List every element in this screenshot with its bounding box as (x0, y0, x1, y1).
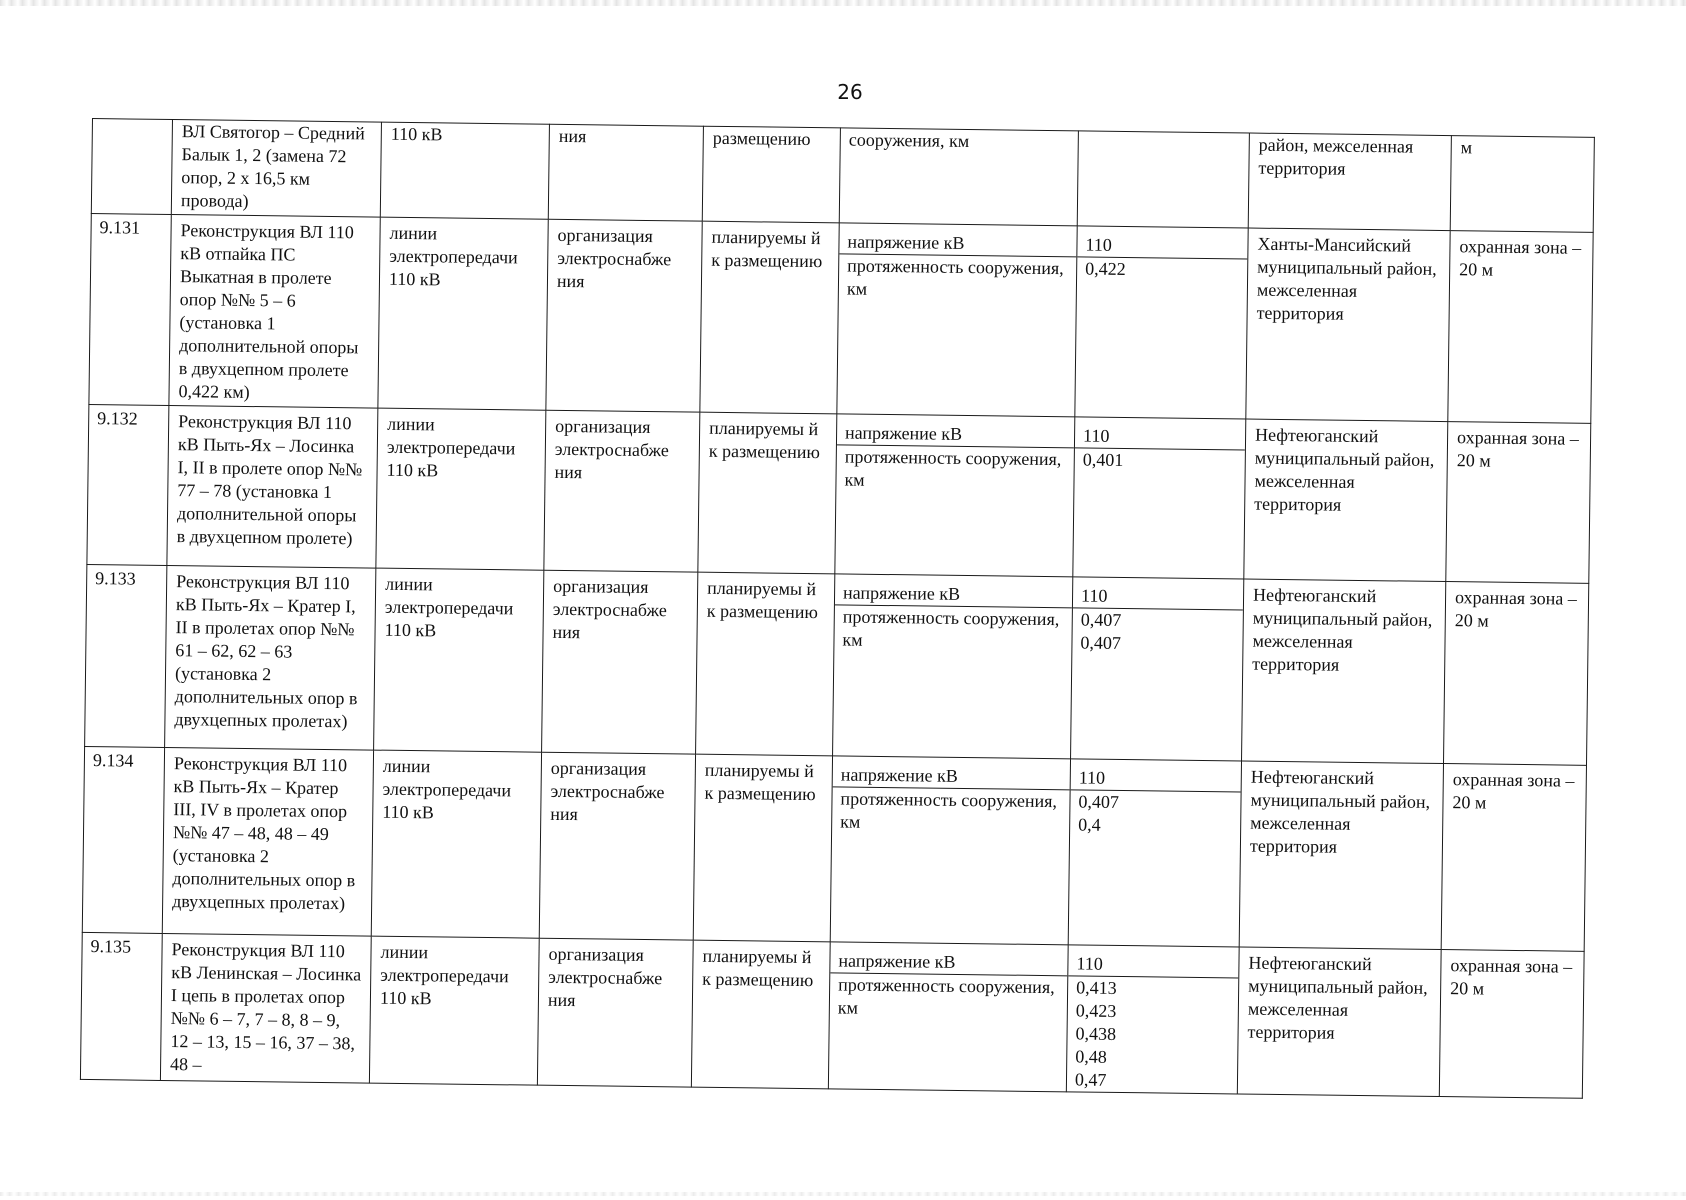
object-name-cell: Реконструкция ВЛ 110 кВ Пыть-Ях – Кратер I, II в пролетах опор №№ 61 – 62, 62 – 63 (установка 2 дополнительных опор в двухцепных пролетах) (165, 565, 376, 750)
object-status-cell: размещению (702, 126, 840, 223)
object-type-cell: линии электропередачи 110 кВ (374, 568, 544, 752)
param-values-cell (1068, 759, 1241, 947)
param-name: протяженность сооружения, км (844, 446, 1062, 490)
row-number-cell: 9.133 (85, 564, 167, 747)
object-type-cell: 110 кВ (380, 122, 549, 219)
param-name: сооружения, км (848, 129, 970, 152)
param-name: протяженность сооружения, км (846, 255, 1064, 299)
param-names-cell (828, 942, 1068, 1092)
zone-cell: м (1450, 136, 1594, 233)
param-values-cell (1075, 226, 1248, 419)
param-value: 0,401 (1082, 449, 1124, 470)
table-row (80, 932, 1584, 1098)
param-values-cell (1077, 131, 1249, 228)
zone-cell: охранная зона – 20 м (1443, 582, 1588, 766)
location-cell: Ханты-Мансийский муниципальный район, межселенная территория (1246, 228, 1450, 422)
row-number-cell: 9.131 (89, 213, 171, 405)
objects-table (80, 118, 1595, 1099)
object-name-cell: Реконструкция ВЛ 110 кВ отпайка ПС Выкатная в пролете опор №№ 5 – 6 (установка 1 дополнительной опоры в двухцепном пролете 0,422 км) (169, 215, 380, 409)
scan-edge-top (0, 0, 1686, 6)
table-row (87, 404, 1591, 583)
object-purpose-cell: организация электроснабже ния (546, 219, 702, 412)
param-names-cell (830, 756, 1070, 945)
zone-cell: охранная зона – 20 м (1439, 950, 1584, 1099)
document-page (80, 118, 1594, 1099)
table-row (91, 119, 1594, 233)
param-names-cell (839, 128, 1078, 226)
param-names-cell (837, 223, 1077, 417)
row-number-cell: 9.134 (82, 746, 164, 933)
zone-cell: охранная зона – 20 м (1448, 231, 1593, 424)
object-name-cell: Реконструкция ВЛ 110 кВ Пыть-Ях – Кратер III, IV в пролетах опор №№ 47 – 48, 48 – 49 (установка 2 дополнительных опор в двухцепных пролетах) (162, 747, 373, 936)
object-type-cell: линии электропередачи 110 кВ (376, 408, 546, 570)
param-value: 110 (1073, 584, 1243, 610)
object-purpose-cell: ния (548, 124, 703, 221)
param-value: 0,422 (1085, 258, 1126, 280)
param-name: протяженность сооружения, км (840, 788, 1058, 832)
object-status-cell: планируемы й к размещению (693, 754, 832, 942)
param-value: 0,407 0,407 (1080, 609, 1122, 653)
param-value: 0,413 0,423 0,438 0,48 0,47 (1074, 977, 1117, 1090)
param-value: 110 (1071, 766, 1241, 792)
object-status-cell: планируемы й к размещению (696, 572, 835, 756)
param-values-cell (1071, 577, 1244, 761)
object-name-cell: ВЛ Святогор – Средний Балык 1, 2 (замена 72 опор, 2 х 16,5 км провода) (171, 120, 381, 218)
param-value: 110 (1075, 424, 1245, 450)
zone-cell: охранная зона – 20 м (1446, 422, 1591, 584)
object-name-cell: Реконструкция ВЛ 110 кВ Ленинская – Лосинка I цепь в пролетах опор №№ 6 – 7, 7 – 8, 8 – 9, 12 – 13, 15 – 16, 37 – 38, 48 – (160, 933, 371, 1083)
param-name: напряжение кВ (833, 763, 1070, 790)
table-row (85, 564, 1589, 765)
param-values-cell (1066, 945, 1239, 1094)
param-name: протяженность сооружения, км (837, 974, 1055, 1018)
object-name-cell: Реконструкция ВЛ 110 кВ Пыть-Ях – Лосинка I, II в пролете опор №№ 77 – 78 (установка 1 дополнительной опоры в двухцепном пролете) (167, 405, 378, 568)
row-number-cell: 9.132 (87, 404, 169, 565)
page-number: 26 (837, 80, 863, 104)
param-name: протяженность сооружения, км (842, 606, 1060, 650)
location-cell: Нефтеюганский муниципальный район, межселенная территория (1244, 419, 1448, 582)
param-value (1079, 131, 1249, 133)
object-type-cell: линии электропередачи 110 кВ (369, 936, 539, 1085)
param-values-cell (1073, 417, 1246, 579)
row-number-cell (91, 119, 172, 215)
location-cell: Нефтеюганский муниципальный район, межселенная территория (1242, 579, 1446, 764)
object-status-cell: планируемы й к размещению (698, 412, 837, 574)
object-purpose-cell: организация электроснабже ния (539, 752, 695, 940)
location-cell: Нефтеюганский муниципальный район, межселенная территория (1239, 761, 1443, 950)
table-row (82, 746, 1586, 951)
location-cell: район, межселенная территория (1248, 133, 1451, 231)
param-name: напряжение кВ (839, 230, 1076, 257)
object-status-cell: планируемы й к размещению (691, 940, 830, 1089)
location-cell: Нефтеюганский муниципальный район, межселенная территория (1237, 947, 1441, 1097)
param-value: 110 (1068, 952, 1238, 978)
zone-cell: охранная зона – 20 м (1441, 764, 1586, 952)
param-value: 110 (1077, 233, 1247, 259)
object-type-cell: линии электропередачи 110 кВ (371, 750, 541, 938)
scan-edge-bottom (0, 1192, 1686, 1196)
object-purpose-cell: организация электроснабже ния (542, 570, 698, 754)
param-names-cell (833, 574, 1073, 759)
param-names-cell (835, 414, 1075, 577)
object-purpose-cell: организация электроснабже ния (544, 410, 700, 572)
param-name: напряжение кВ (837, 421, 1074, 448)
param-value: 0,407 0,4 (1078, 791, 1120, 835)
object-type-cell: линии электропередачи 110 кВ (378, 217, 548, 410)
object-purpose-cell: организация электроснабже ния (537, 938, 693, 1087)
row-number-cell: 9.135 (80, 932, 162, 1080)
param-name: напряжение кВ (835, 581, 1072, 608)
object-status-cell: планируемы й к размещению (700, 221, 839, 414)
table-row (89, 213, 1593, 423)
param-name: напряжение кВ (830, 949, 1067, 976)
